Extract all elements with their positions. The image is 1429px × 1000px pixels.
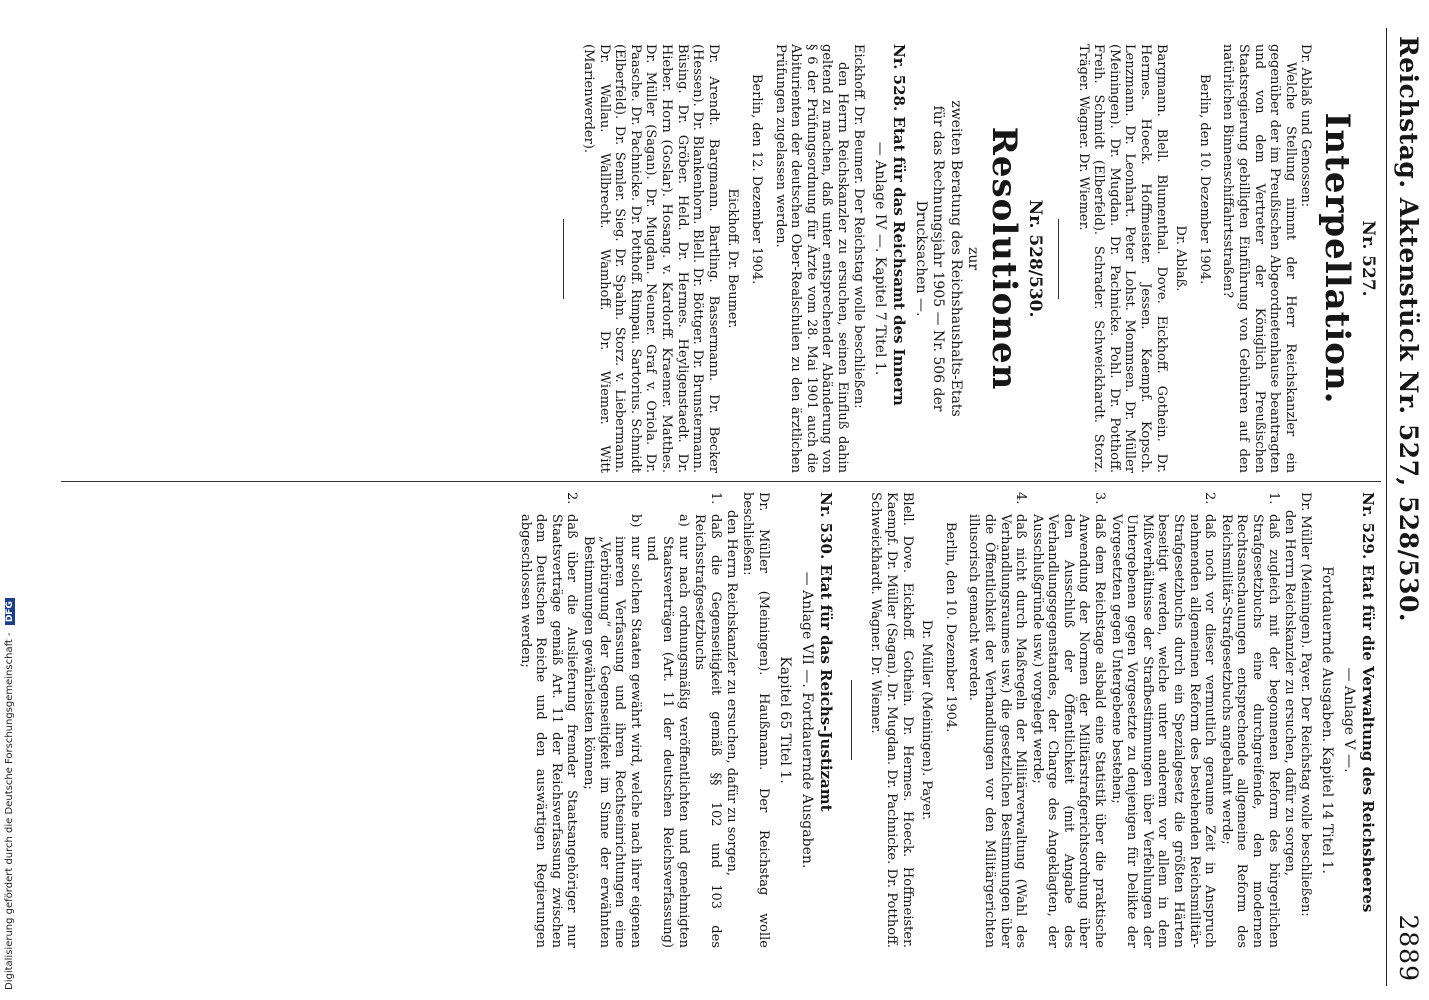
section-530-subitem-b xyxy=(580,514,642,948)
section-528-sub1: zweiten Beratung des Reichshaushalts-Etats xyxy=(947,100,964,417)
section-529-item-2 xyxy=(1108,492,1217,948)
subitem-letter: b) xyxy=(627,514,643,528)
section-529-date: Berlin, den 10. Dezember 1904. xyxy=(942,522,958,733)
digitization-note xyxy=(0,0,22,1000)
section-528-date: Berlin, den 12. Dezember 1904. xyxy=(748,74,764,285)
section-530-intro: Dr. Müller (Meiningen). Haußmann. Der Reichstag wolle beschließen: xyxy=(740,492,771,948)
section-528-number: Nr. 528/530. xyxy=(1025,199,1046,318)
subitem-text: nur solchen Staaten gewährt wird, welche nach ihrer eigenen inneren Verfassung und ihren Rechtseinrichtungen eine „Verbürgung“ der Gegenseitigkeit im Sinne der erwähnten Bestimmungen gewährleisten können; xyxy=(581,536,643,948)
section-528-intro: Eickhoff. Dr. Beumer. Der Reichstag wolle beschließen: xyxy=(850,44,866,409)
item-number: 1. xyxy=(707,492,723,505)
column-divider xyxy=(61,481,1381,482)
section-527-names: Bargmann. Blell. Blumenthal. Dove. Eickhoff. Gothein. Dr. Hermes. Hoeck. Hoffmeister. Jessen. Kaempf. Kopsch. Lenzmann. Dr. Leonhart. Peter Lohst. Mommsen. Dr. Müller (Meiningen). Dr. Mugdan. Dr. Pachnicke. Pohl. Dr. Potthoff. Freih. Schmidt (Elberfeld). Schrader. Schweickhardt. Storz. Träger. Wagner. Dr. Wiemer. xyxy=(1075,44,1169,473)
section-528-title: Resolutionen xyxy=(984,126,1025,391)
separator-rule xyxy=(1058,219,1059,299)
section-527-date: Berlin, den 10. Dezember 1904. xyxy=(1196,74,1212,285)
page-number: 2889 xyxy=(1394,914,1423,982)
section-527-text: Welche Stellung nimmt der Herr Reichskanzler ein gegenüber der im Preußischen Abgeordnetenhause beantragten und von dem Vertreter der Königlich Preußischen Staatsregierung gebilligten Einführung von Gebühren auf den natürlichen Binnenschiffahrtsstraßen? xyxy=(1220,44,1298,473)
item-text: daß über die Auslieferung fremder Staatsangehöriger nur Staatsverträge gemäß Art. 11 der Reichsverfassung zwischen dem Deutschen Reiche und den auswärtigen Regierungen abgeschlossen werden; xyxy=(517,514,580,948)
dfg-logo: DFG xyxy=(5,598,15,625)
separator-rule xyxy=(563,219,564,299)
section-528-text: den Herrn Reichskanzler zu ersuchen, seinen Einfluß dahin geltend zu machen, daß unter entsprechender Abänderung von § 6 der Prüfungsordnung für Ärzte vom 28. Mai 1901 auch die Abiturienten der deutschen Ober-Realschulen zu den ärztlichen Prüfungen zugelassen werden. xyxy=(772,44,850,473)
subitem-letter: a) xyxy=(675,514,691,527)
section-527-signer: Dr. Ablaß. xyxy=(1173,225,1189,292)
section-528-item-title: Nr. 528. Etat für das Reichsamt des Innern xyxy=(890,44,909,406)
item-text: daß die Gegenseitigkeit gemäß §§ 102 und 103 des Reichsstrafgesetzbuchs xyxy=(692,514,723,948)
section-528-names: Dr. Arendt. Bargmann. Bartling. Bassermann. Dr. Becker (Hessen). Dr. Blankenhorn. Blell. Dr. Böttger. Dr. Brunstermann. Büsing. Dr. Gröber. Held. Dr. Hermes. Heyligenstaedt. Dr. Hieber. Horn (Goslar). Hosang. v. Kardorff. Kraemer. Matthes. Dr. Müller (Sagan). Dr. Mugdan. Neuner. Graf v. Oriola. Dr. Paasche. Dr. Pachnicke. Dr. Potthoff. Rimpau. Sartorius. Schmidt (Elberfeld). Dr. Semler. Sieg. Dr. Spahn. Storz. v. Liebermann. Dr. Wallau. Wallbrecht. Wamhoff. Dr. Wiemer. Witt (Marienwerder). xyxy=(581,44,721,473)
section-529-lead: den Herrn Reichskanzler zu ersuchen, dafür zu sorgen, xyxy=(1282,510,1298,876)
section-530-subitem-a xyxy=(644,514,691,948)
section-530-sub1: — Anlage VII —. Fortdauernde Ausgaben. xyxy=(798,571,815,869)
section-529-sub2: Fortdauernde Ausgaben. Kapitel 14 Titel 1. xyxy=(1319,566,1336,874)
running-header xyxy=(1386,28,1429,986)
section-527-title: Interpellation. xyxy=(1317,112,1358,405)
section-529-item-3 xyxy=(1029,492,1107,948)
section-530-sub2: Kapitel 65 Titel 1. xyxy=(777,656,794,784)
section-529-item-4 xyxy=(966,492,1028,948)
item-text: daß dem Reichstage alsbald eine Statistik über die praktische Anwendung der Normen der Militärstrafgerichtsordnung über den Ausschluß der Öffentlichkeit (mit Angabe des Verhandlungsgegenstandes, der Charge des Angeklagten, der Ausschlußgründe usw.) vorgelegt werde; xyxy=(1029,514,1108,948)
section-528-item-sub: — Anlage IV —. Kapitel 7 Titel 1. xyxy=(872,141,889,376)
item-text: daß noch vor dieser vermutlich geraume Zeit in Anspruch nehmenden allgemeinen Reform des bestehenden Reichsmilitär-Strafgesetzbuchs durch ein Spezialgesetz die größten Härten beseitigt werden, welche unter anderem vor allem in dem Mißverhältnisse der Strafbestimmungen über Verfehlungen der Untergebenen gegen Vorgesetzte zu denjenigen für Delikte der Vorgesetzten gegen Untergebene bestehen; xyxy=(1108,514,1218,948)
section-528-zur: zur xyxy=(965,246,982,271)
section-530-item-1 xyxy=(692,492,723,948)
item-number: 1. xyxy=(1265,492,1281,505)
item-number: 4. xyxy=(1013,492,1029,505)
section-530-lead: den Herrn Reichskanzler zu ersuchen, dafür zu sorgen, xyxy=(724,510,740,876)
separator-rule xyxy=(851,680,852,760)
section-529-names: Blell. Dove. Eickhoff. Gothein. Dr. Hermes. Hoeck. Hoffmeister. Kaempf. Dr. Müller (Sagan). Dr. Mugdan. Dr. Pachnicke. Dr. Potthoff. Schweickhardt. Wagner. Dr. Wiemer. xyxy=(868,492,915,948)
right-column xyxy=(61,492,1381,948)
section-529-sub1: — Anlage V —. xyxy=(1341,667,1357,773)
subitem-text: nur nach ordnungsmäßig veröffentlichten und genehmigten Staatsverträgen (Art. 11 der deutschen Reichsverfassung) und xyxy=(644,536,691,948)
section-529-title: Nr. 529. Etat für die Verwaltung des Reichsheeres xyxy=(1359,492,1377,913)
section-527-intro: Dr. Ablaß und Genossen: xyxy=(1298,44,1314,208)
section-529-item-1 xyxy=(1218,492,1280,948)
section-528-sub2: für das Rechnungsjahr 1905 — Nr. 506 der xyxy=(930,105,947,412)
section-529-signer: Dr. Müller (Meiningen). Payer. xyxy=(919,619,935,821)
left-column xyxy=(61,44,1381,473)
section-530-title: Nr. 530. Etat für das Reichs-Justizamt xyxy=(816,492,835,812)
section-529-intro: Dr. Müller (Meiningen). Payer. Der Reichstag wolle beschließen: xyxy=(1297,492,1313,917)
section-530-item-2 xyxy=(517,492,579,948)
header-title: Reichstag. Aktenstück Nr. 527, 528/530. xyxy=(1394,36,1423,623)
item-number: 2. xyxy=(1202,492,1218,505)
item-text: daß zugleich mit der begonnenen Reform des bürgerlichen Strafgesetzbuchs eine durchgreifende, den modernen Rechtsanschauungen entsprechende allgemeine Reform des Reichsmilitär-Strafgesetzbuchs angebahnt werde; xyxy=(1218,514,1281,948)
section-528-sub3: Drucksachen —. xyxy=(912,200,929,317)
item-text: daß nicht durch Maßregeln der Militärverwaltung (Wahl des Verhandlungsraumes usw.) die gesetzlichen Bestimmungen über die Öffentlichkeit der Verhandlungen vor den Militärgerichten illusorisch gemacht werden. xyxy=(966,514,1029,948)
item-number: 2. xyxy=(564,492,580,505)
item-number: 3. xyxy=(1092,492,1108,505)
section-527-number: Nr. 527. xyxy=(1358,220,1378,297)
digitization-text: Digitalisierung gefördert durch die Deutsche Forschungsgemeinschaft - xyxy=(4,632,15,990)
section-528-signer: Eickhoff. Dr. Beumer. xyxy=(725,188,741,329)
